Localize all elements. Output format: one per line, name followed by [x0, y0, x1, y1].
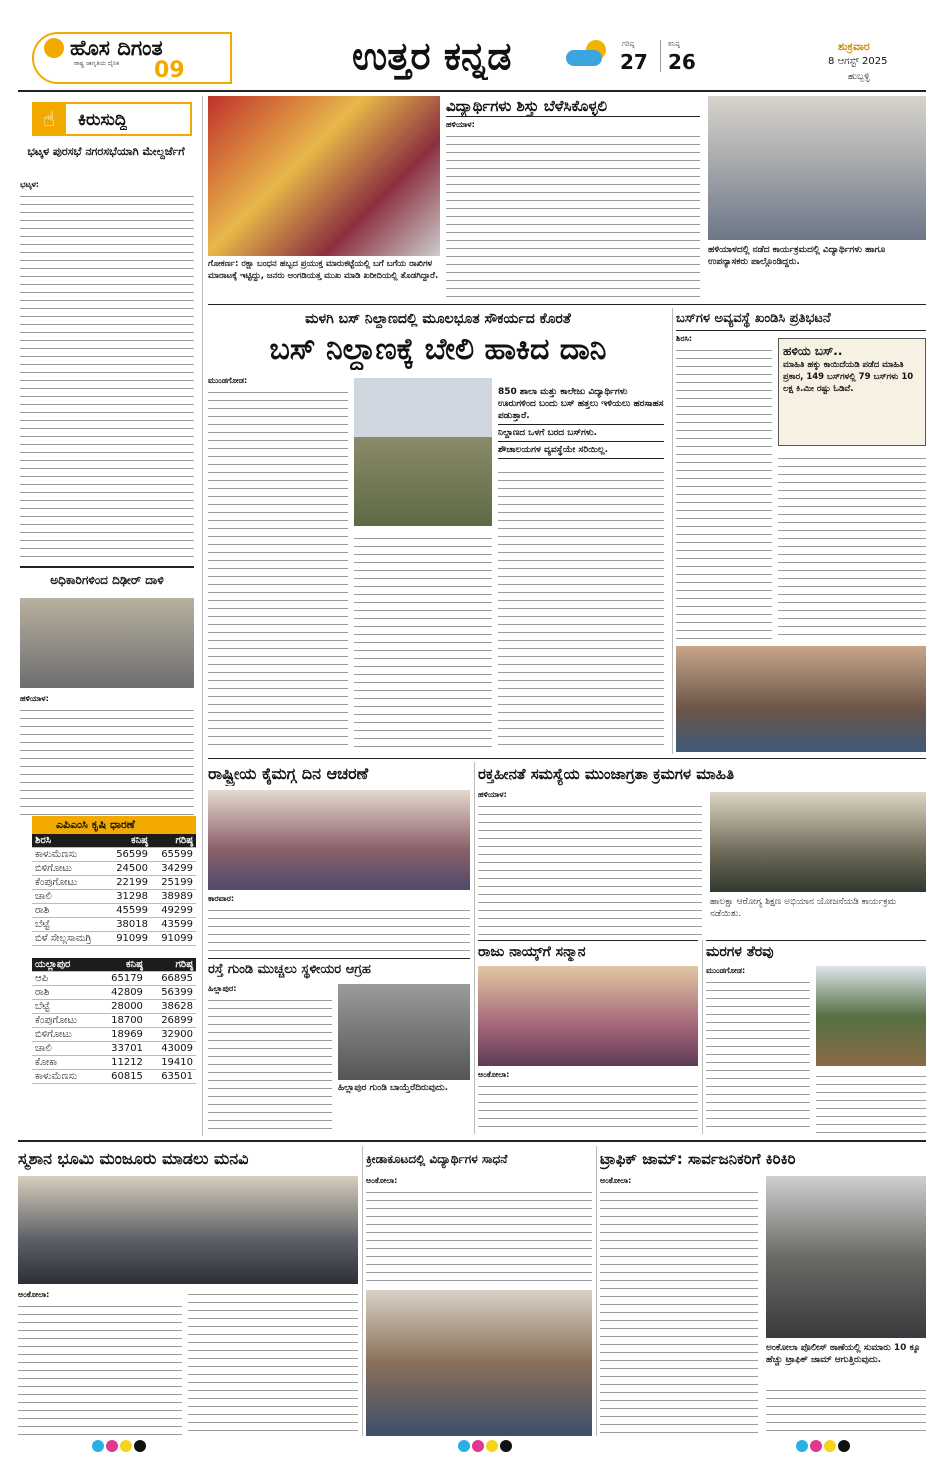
- traffic-body-2: [766, 1386, 926, 1436]
- rashtriya-body: [208, 906, 470, 954]
- protest-box-text: ಮಾಹಿತಿ ಹಕ್ಕು ಕಾಯಿದೆಯಡಿ ಪಡೆದ ಮಾಹಿತಿ ಪ್ರಕಾರ, 149 ಬಸ್‌ಗಳಲ್ಲಿ 79 ಬಸ್‌ಗಳು 10 ಲಕ್ಷ ಕಿ.ಮೀ ರಷ್ಟು ಓಡಿವೆ.: [783, 360, 914, 394]
- min-temp: 26: [668, 50, 696, 74]
- table-row: [32, 986, 196, 1000]
- bus-stand-body-2: [354, 534, 492, 750]
- vertical-rule-5: [362, 1146, 363, 1436]
- sirsi-col-1: ಕನಿಷ್ಠ: [106, 834, 151, 848]
- table-row: [32, 918, 196, 932]
- raju-headline: ರಾಜು ನಾಯ್ಕ್‌ಗೆ ಸನ್ಮಾನ: [478, 940, 698, 963]
- story1-body: [20, 192, 194, 560]
- yellapur-cell: 63501: [146, 1070, 196, 1084]
- protest-box-title: ಹಳಿಯ ಬಸ್..: [783, 344, 843, 358]
- yellapur-cell: 33701: [96, 1042, 146, 1056]
- sirsi-cell: 38018: [106, 918, 151, 932]
- kirusuddi-label-box: [32, 102, 192, 136]
- potholes-body-1: [208, 996, 332, 1134]
- sirsi-cell: 43599: [151, 918, 196, 932]
- yellapur-col-0: ಯಲ್ಲಾಪುರ: [32, 958, 96, 972]
- story1-dateline: ಭಟ್ಕಳ:: [20, 180, 39, 189]
- yellapur-cell: 43009: [146, 1042, 196, 1056]
- table-row: [32, 890, 196, 904]
- sirsi-cell: ಚಾಲಿ: [32, 890, 106, 904]
- table-row: [32, 1028, 196, 1042]
- market-title: ಎಪಿಎಂಸಿ ಕೃಷಿ ಧಾರಣೆ: [32, 816, 196, 834]
- protest-headline: ಬಸ್‌ಗಳ ಅವ್ಯವಸ್ಥೆ ಖಂಡಿಸಿ ಪ್ರತಿಭಟನೆ: [676, 308, 926, 331]
- yellapur-cell: 26899: [146, 1014, 196, 1028]
- sports-story: [366, 1146, 592, 1436]
- yellapur-cell: ಕಾಳುಮೆಣಸು: [32, 1070, 96, 1084]
- trees-story: [706, 940, 926, 1134]
- rule-2: [208, 758, 926, 759]
- table-row: [32, 932, 196, 946]
- sirsi-cell: 22199: [106, 876, 151, 890]
- logo-emblem-icon: [44, 38, 64, 58]
- sirsi-cell: ಕೆಂಪುಗೋಟು: [32, 876, 106, 890]
- table-row: [32, 1000, 196, 1014]
- reg-mark-magenta-3: [810, 1440, 822, 1452]
- max-label: ಗರಿಷ್ಠ: [622, 40, 635, 48]
- yellapur-cell: ಚಾಲಿ: [32, 1042, 96, 1056]
- sirsi-cell: ಬೆಟ್ಟೆ: [32, 918, 106, 932]
- yellapur-cell: 18700: [96, 1014, 146, 1028]
- vertical-rule-3: [474, 762, 475, 1134]
- table-row: [32, 1042, 196, 1056]
- protest-dateline: ಶಿರಸಿ:: [676, 334, 693, 343]
- masthead-rule: [18, 90, 926, 92]
- table-row: [32, 904, 196, 918]
- traffic-dateline: ಅಂಕೋಲಾ:: [600, 1176, 632, 1185]
- discipline-caption: ಹಳಿಯಾಳದಲ್ಲಿ ನಡೆದ ಕಾರ್ಯಕ್ರಮದಲ್ಲಿ ವಿದ್ಯಾರ್ಥಿಗಳು ಹಾಗೂ ಉಪನ್ಯಾಸಕರು ಪಾಲ್ಗೊಂಡಿದ್ದರು.: [708, 245, 886, 267]
- sirsi-cell: 45599: [106, 904, 151, 918]
- potholes-story: [208, 958, 470, 1134]
- bus-point-3: ಶೌಚಾಲಯಗಳ ವ್ಯವಸ್ಥೆಯೇ ಸರಿಯಿಲ್ಲ.: [498, 442, 664, 459]
- potholes-dateline: ಹಿಲ್ಲಾಪುರ:: [208, 984, 237, 993]
- bus-stand-dateline: ಮುಂಡಗೋಡ:: [208, 376, 248, 385]
- day: ಶುಕ್ರವಾರ: [838, 40, 870, 53]
- section-title: ಉತ್ತರ ಕನ್ನಡ: [352, 34, 512, 78]
- reg-mark-cyan: [92, 1440, 104, 1452]
- sports-headline: ಕ್ರೀಡಾಕೂಟದಲ್ಲಿ ವಿದ್ಯಾರ್ಥಿಗಳ ಸಾಧನೆ: [366, 1152, 508, 1166]
- protest-story: [676, 308, 926, 754]
- vertical-rule-6: [596, 1146, 597, 1436]
- yellapur-cell: 65179: [96, 972, 146, 986]
- story1-headline: ಭಟ್ಕಳ ಪುರಸಭೆ ನಗರಸಭೆಯಾಗಿ ಮೇಲ್ದರ್ಜೆಗೆ: [27, 145, 185, 158]
- anemia-story: [478, 762, 926, 936]
- sirsi-cell: 24500: [106, 862, 151, 876]
- story2-body: [20, 706, 194, 816]
- rakhi-caption: ಗೋಕರ್ಣ: ರಕ್ಷಾ ಬಂಧನ ಹಬ್ಬದ ಪ್ರಯುಕ್ತ ಮಾರುಕಟ್ಟೆಯಲ್ಲಿ ಬಗೆ ಬಗೆಯ ರಾಖಿಗಳ ಮಾರಾಟಕ್ಕೆ ಇಟ್ಟಿದ್ದು, ಜನರು ಆಂಗಡಿಯತ್ತ ಮುಖ ಮಾಡಿ ಖರೀದಿಯಲ್ಲಿ ತೊಡಗಿದ್ದಾರೆ.: [208, 259, 439, 281]
- table-row: [32, 862, 196, 876]
- sirsi-col-0: ಶಿರಸಿ: [32, 834, 106, 848]
- traffic-photo: [766, 1176, 926, 1338]
- yellapur-cell: 56399: [146, 986, 196, 1000]
- discipline-headline: ವಿದ್ಯಾರ್ಥಿಗಳು ಶಿಸ್ತು ಬೆಳೆಸಿಕೊಳ್ಳಲಿ: [446, 96, 700, 117]
- min-label: ಕನಿಷ್ಠ: [668, 40, 680, 48]
- yellapur-col-2: ಗರಿಷ್ಠ: [146, 958, 196, 972]
- yellapur-cell: 19410: [146, 1056, 196, 1070]
- yellapur-cell: 66895: [146, 972, 196, 986]
- reg-mark-yellow: [120, 1440, 132, 1452]
- hand-icon: ☝: [32, 102, 66, 136]
- story2-dateline: ಹಳಿಯಾಳ:: [20, 694, 49, 703]
- yellapur-cell: ಕೆಂಪುಗೋಟು: [32, 1014, 96, 1028]
- bus-point-1: 850 ಶಾಲಾ ಮತ್ತು ಕಾಲೇಜು ವಿದ್ಯಾರ್ಥಿಗಳು ಊರುಗಳಿಂದ ಬಂದು ಬಸ್ ಹತ್ತಲು ಇಳಿಯಲು ಹರಸಾಹಸ ಪಡುತ್ತಾರೆ.: [498, 384, 664, 425]
- traffic-caption: ಅಂಕೋಲಾ ಪೊಲೀಸ್ ಠಾಣೆಯಲ್ಲಿ ಸುಮಾರು 10 ಕ್ಕೂ ಹೆಚ್ಚು ಟ್ರಾಫಿಕ್ ಜಾಮ್ ಆಗುತ್ತಿರುವುದು.: [766, 1343, 921, 1365]
- crematorium-dateline: ಅಂಕೋಲಾ:: [18, 1290, 50, 1299]
- sirsi-cell: 65599: [151, 848, 196, 862]
- discipline-photo: [708, 96, 926, 240]
- sports-dateline: ಅಂಕೋಲಾ:: [366, 1176, 398, 1185]
- yellapur-cell: ಕೋಕಾ: [32, 1056, 96, 1070]
- market-table-yellapur: [32, 958, 196, 1084]
- table-row: [32, 876, 196, 890]
- sirsi-cell: 91099: [151, 932, 196, 946]
- sirsi-cell: ಬಿಳೆ ಸೇಲ್ಲಸಾಮಗ್ರಿ: [32, 932, 106, 946]
- crematorium-body-2: [188, 1290, 358, 1436]
- bus-stand-body-1: [208, 388, 348, 750]
- story2-head-box: [20, 566, 194, 592]
- logo-text: ಹೊಸ ದಿಗಂತ: [70, 36, 163, 60]
- protest-box: [778, 338, 926, 446]
- bus-stand-kicker: ಮಳಗಿ ಬಸ್ ನಿಲ್ದಾಣದಲ್ಲಿ ಮೂಲಭೂತ ಸೌಕರ್ಯದ ಕೊರತೆ: [305, 311, 571, 327]
- sirsi-col-2: ಗರಿಷ್ಠ: [151, 834, 196, 848]
- anemia-dateline: ಹಳಿಯಾಳ:: [478, 790, 507, 799]
- divider-temp: [660, 40, 661, 72]
- sirsi-cell: ಬಿಳಿಗೋಟು: [32, 862, 106, 876]
- traffic-body-1: [600, 1188, 758, 1436]
- crematorium-body-1: [18, 1302, 182, 1436]
- bus-stand-body-3: [498, 468, 664, 750]
- bus-stand-photo: [354, 378, 492, 526]
- bus-stand-headline: ಬಸ್ ನಿಲ್ದಾಣಕ್ಕೆ ಬೇಲಿ ಹಾಕಿದ ದಾನಿ: [269, 332, 607, 367]
- trees-body-1: [706, 978, 810, 1134]
- anemia-body-1: [478, 802, 702, 936]
- sirsi-cell: 49299: [151, 904, 196, 918]
- rakhi-photo: [208, 96, 440, 256]
- reg-mark-yellow-2: [486, 1440, 498, 1452]
- date: 8 ಆಗಸ್ಟ್ 2025: [828, 56, 888, 67]
- yellapur-cell: 60815: [96, 1070, 146, 1084]
- bus-stand-points: [498, 384, 664, 459]
- market-table-sirsi: [32, 834, 196, 946]
- logo-tagline: ರಾಷ್ಟ್ರ ಜಾಗೃತಿಯ ದೈನಿಕ: [74, 60, 120, 67]
- sirsi-cell: ರಾಶಿ: [32, 904, 106, 918]
- potholes-headline: ರಸ್ತೆ ಗುಂಡಿ ಮುಚ್ಚಲು ಸ್ಥಳೀಯರ ಆಗ್ರಹ: [208, 958, 470, 981]
- left-vertical-rule: [202, 96, 203, 1136]
- rashtriya-headline: ರಾಷ್ಟ್ರೀಯ ಕೈಮಗ್ಗ ದಿನ ಆಚರಣೆ: [208, 764, 369, 783]
- city: ಹುಬ್ಬಳ್ಳಿ: [848, 72, 870, 82]
- reg-mark-black-2: [500, 1440, 512, 1452]
- yellapur-cell: ಬೆಟ್ಟೆ: [32, 1000, 96, 1014]
- trees-body-2: [816, 1072, 926, 1134]
- market-table: [32, 816, 196, 1084]
- reg-mark-black-3: [838, 1440, 850, 1452]
- rule-1: [208, 304, 926, 305]
- raju-dateline: ಅಂಕೋಲಾ:: [478, 1070, 510, 1079]
- sirsi-cell: 91099: [106, 932, 151, 946]
- yellapur-col-1: ಕನಿಷ್ಠ: [96, 958, 146, 972]
- vertical-rule-2: [672, 308, 673, 754]
- protest-body-1: [676, 346, 772, 640]
- story2-photo: [20, 598, 194, 688]
- reg-mark-yellow-3: [824, 1440, 836, 1452]
- reg-mark-magenta-2: [472, 1440, 484, 1452]
- yellapur-cell: 42809: [96, 986, 146, 1000]
- kirusuddi-column: [18, 96, 198, 1136]
- weather-icon: [566, 40, 608, 68]
- yellapur-cell: ರಾಶಿ: [32, 986, 96, 1000]
- yellapur-cell: ಬಿಳಿಗೋಟು: [32, 1028, 96, 1042]
- yellapur-cell: 28000: [96, 1000, 146, 1014]
- sirsi-cell: 25199: [151, 876, 196, 890]
- anemia-headline: ರಕ್ತಹೀನತೆ ಸಮಸ್ಯೆಯ ಮುಂಜಾಗ್ರತಾ ಕ್ರಮಗಳ ಮಾಹಿತಿ: [478, 765, 735, 783]
- logo-box: [32, 32, 232, 84]
- yellapur-cell: ಆಪಿ: [32, 972, 96, 986]
- protest-body-2: [778, 454, 926, 640]
- reg-mark-cyan-2: [458, 1440, 470, 1452]
- anemia-caption: ಹಾಲಕ್ಷಾ ಆರೋಗ್ಯ ಶಿಕ್ಷಣ ಅಭಿಯಾನ ಯೋಜನೆಯಡಿ ಕಾರ್ಯಕ್ರಮ ನಡೆಯಿತು.: [710, 897, 897, 919]
- kirusuddi-label: ಕಿರುಸುದ್ದಿ: [78, 110, 128, 130]
- protest-photo: [676, 646, 926, 752]
- sirsi-cell: 56599: [106, 848, 151, 862]
- potholes-caption: ಹಿಲ್ಲಾಪುರ ಗುಂಡಿ ಬಾಯ್ತೆರೆದಿರುವುದು.: [338, 1083, 449, 1093]
- rashtriya-photo: [208, 790, 470, 890]
- masthead: [0, 0, 945, 92]
- table-row: [32, 1070, 196, 1084]
- rule-3: [18, 1140, 926, 1142]
- sirsi-cell: ಕಾಳುಮೆಣಸು: [32, 848, 106, 862]
- reg-mark-magenta: [106, 1440, 118, 1452]
- yellapur-cell: 11212: [96, 1056, 146, 1070]
- potholes-photo: [338, 984, 470, 1080]
- sirsi-cell: 38989: [151, 890, 196, 904]
- discipline-story: [446, 96, 926, 302]
- page-number: 09: [154, 60, 185, 82]
- table-row: [32, 972, 196, 986]
- max-temp: 27: [620, 50, 648, 74]
- reg-mark-cyan-3: [796, 1440, 808, 1452]
- traffic-headline: ಟ್ರಾಫಿಕ್ ಜಾಮ್: ಸಾರ್ವಜನಿಕರಿಗೆ ಕಿರಿಕಿರಿ: [600, 1150, 796, 1168]
- traffic-story: [600, 1146, 926, 1436]
- yellapur-cell: 18969: [96, 1028, 146, 1042]
- rashtriya-story: [208, 762, 470, 954]
- trees-headline: ಮರಗಳ ತೆರವು: [706, 940, 926, 963]
- yellapur-cell: 32900: [146, 1028, 196, 1042]
- crematorium-photo: [18, 1176, 358, 1284]
- trees-photo: [816, 966, 926, 1066]
- bus-point-2: ನಿಲ್ದಾಣದ ಒಳಗೆ ಬರದ ಬಸ್‌ಗಳು.: [498, 425, 664, 442]
- yellapur-cell: 38628: [146, 1000, 196, 1014]
- anemia-photo: [710, 792, 926, 892]
- reg-mark-black: [134, 1440, 146, 1452]
- crematorium-headline: ಸ್ಮಶಾನ ಭೂಮಿ ಮಂಜೂರು ಮಾಡಲು ಮನವಿ: [18, 1149, 249, 1168]
- vertical-rule-4: [702, 940, 703, 1134]
- discipline-body: [446, 132, 700, 300]
- crematorium-story: [18, 1146, 358, 1436]
- sirsi-cell: 31298: [106, 890, 151, 904]
- table-row: [32, 848, 196, 862]
- rashtriya-dateline: ಕಾರವಾರ:: [208, 894, 235, 903]
- discipline-dateline: ಹಳಿಯಾಳ:: [446, 120, 475, 129]
- raju-body: [478, 1082, 698, 1134]
- story2-headline: ಅಧಿಕಾರಿಗಳಿಂದ ದಿಢೀರ್ ದಾಳಿ: [50, 573, 164, 587]
- sports-body: [366, 1188, 592, 1284]
- sirsi-cell: 34299: [151, 862, 196, 876]
- table-row: [32, 1014, 196, 1028]
- bus-stand-story: [208, 308, 668, 754]
- sports-photo: [366, 1290, 592, 1436]
- raju-story: [478, 940, 698, 1134]
- raju-photo: [478, 966, 698, 1066]
- table-row: [32, 1056, 196, 1070]
- trees-dateline: ಮುಂಡಗೋಡ:: [706, 966, 746, 975]
